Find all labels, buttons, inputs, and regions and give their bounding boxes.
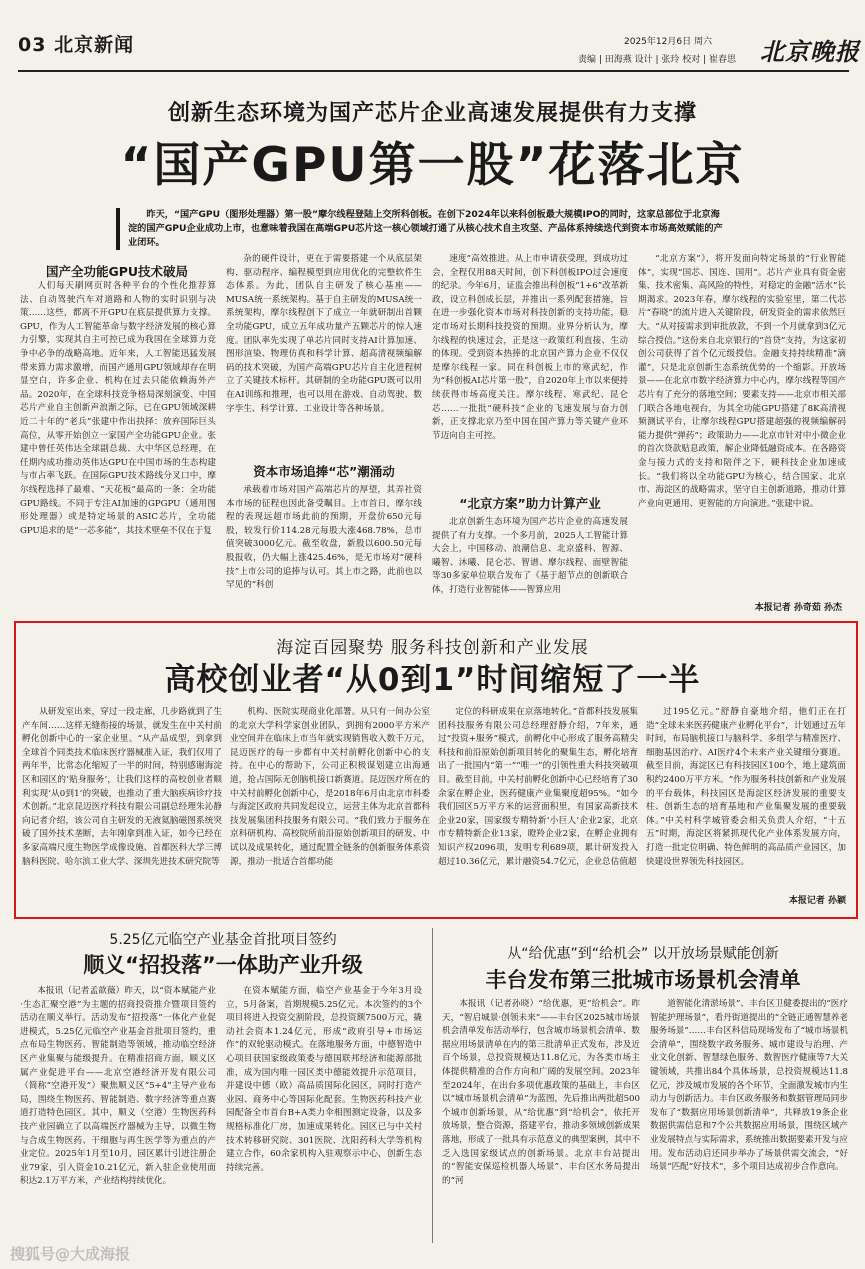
issue-date: 2025年12月6日: [624, 37, 692, 47]
watermark: 搜狐号@大成海报: [10, 1245, 131, 1263]
top-byline: 本报记者 孙奇茹 孙杰: [754, 603, 842, 613]
top-subhead-3: “北京方案”助力计算产业: [459, 496, 601, 511]
feature-column-1: [22, 706, 222, 910]
feature-column-4: [646, 706, 846, 892]
bottom-left-kicker: 5.25亿元临空产业基金首批项目签约: [109, 932, 337, 948]
feature-byline: 本报记者 孙颖: [788, 896, 846, 906]
bottom-right-column-2: [650, 998, 848, 1241]
top-lead: 昨天，“国产GPU（图形处理器）第一股”摩尔线程登陆上交所科创板。在创下2024年以来科创板最大规模IPO的同时，这家总部位于北京海淀的国产GPU企业成功上市，也意味着我国在高端GPU芯片这一核心领域打通了从核心技术自主攻坚、产品体系持续迭代到资本市场高效赋能的产业闭环。: [128, 209, 723, 248]
top-column-2-text: 杂的硬件设计，更在于需要搭建一个从底层架构、驱动程序、编程模型到应用优化的完整软件生态体系。为此，团队自主研发了核心基座——MUSA统一系统架构。基于自主研发的MUSA统一系统架构，摩尔线程创下了成立一年就研制出首颗全功能GPU，成立五年成功量产五颗芯片的惊人速度。团队率先实现了单芯片同时支持AI计算加速、图形渲染、物理仿真和科学计算、超高清视频编解码的技术突破，为国产高端GPU芯片自主化进程树立了关键技术标杆。其研制的全功能GPU既可以用在AI训练和推理，也可以用在游戏、自动驾驶、数字孪生、科学计算、工业设计等各种场景。: [226, 254, 422, 414]
top-column-3b-text: 北京创新生态环境为国产芯片企业的高速发展提供了有力支撑。一个多月前，2025人工智能计算大会上，中国移动、浪潮信息、北京盛科、智源、曦智、沐曦、昆仑芯、智谱、摩尔线程、面壁智能等30多家单位联合发布了《基于超节点的创新联合体，打造行业智能体——智算应用: [432, 517, 628, 595]
date-line: [624, 34, 712, 47]
top-headline: “国产GPU第一股”花落北京: [120, 138, 745, 193]
top-column-2b-text: 承载着市场对国产高端芯片的厚望，其弄社资本市场的征程也因此备受瞩目。上市首日，摩尔线程的表现远超市场此前的预期，开盘价650元每股，较发行价114.28元每股大涨468.78%，总市值突破3000亿元。截至收盘，新股以600.50元每股报收，仍大幅上涨425.46%，是无市场对“硬科技”上市公司的追捧与认可。其上市之路，此前也以罕见的“科创: [226, 485, 422, 591]
top-column-4: [638, 253, 846, 599]
top-column-3b: [432, 516, 628, 613]
top-column-3-text: 速度”高效推进。从上市申请获受理，到成功过会，全程仅用88天时间，创下科创板IPO过会速度的纪录。今年6月，证监会推出科创板“1+6”改革新政，设立科创成长层，并推出一系列配套措施，旨在进一步强化资本市场对科技创新的支持功能，稳定市场对长期科技投资的预期。业界分析认为，摩尔线程的快速过会，正是这一政策红利直接、生动的体现。受到资本热捧的北京国产算力企业不仅仅是摩尔线程一家。同在科创板上市的寒武纪，作为“科创板AI芯片第一股”，自2020年上市以来便持续获得市场高度关注。摩尔线程、寒武纪、昆仑芯……一批批“硬科技”企业的飞速发展与奋力创新，正支撑北京乃至中国在国产算力等关键产业环节迈向自主可控。: [432, 254, 628, 441]
bottom-left-headline: 顺义“招投落”一体助产业升级: [83, 953, 363, 977]
bottom-left-column-1: [20, 985, 216, 1241]
top-subhead-1: 国产全功能GPU技术破局: [45, 264, 189, 279]
bottom-left-column-2: [226, 985, 422, 1241]
page-label: [18, 30, 134, 57]
bottom-left-column-2-text: 在资本赋能方面，临空产业基金于今年3月设立，5月备案，首期规模5.25亿元。本次签约的3个项目将进入投资交割阶段，总投资额7500万元，撬动社会资本1.24亿元，形成“政府引导+市场运作”的双轮驱动模式。在落地服务方面，中德智造中心项目获国家级政策委与德国联邦经济和能源部批准，成为国内唯一园区类中德能效提升示范项目，并建设中德（欧）高品质国际化园区，同时打造产业园、商务中心等国际化配套。生物医药科技产业园配备全市首台B+A类力伞相图测定设备，以及多规格标准化厂房，加速成果转化。园区已与中关村技术转移研究院、301医院、沈阳药科大学等机构建立合作，60余家机构入驻观察示中心，创新生态持续完善。: [226, 986, 422, 1173]
lead-bar: [116, 208, 120, 250]
feature-column-3-text: 定位的科研成果在京落地转化。”首都科技发展集团科技服务有限公司总经理舒静介绍，7年来，通过“投资+服务”模式，前孵化中心形成了服务高精尖科技和前沿原始创新项目转化的聚集生态，孵化培育出了一批国内“第一”“唯一”的引领性重大科技突破项目。截至目前，中关村前孵化创新中心已经培育了30余家在孵企业，医药健康产业集聚度超95%。“如今我们园区5万平方米的运营面积里，有国家高新技术企业20家，国家级专精特新‘小巨人’企业2家，北京市专精特新企业13家，瞪羚企业2家，在孵企业拥有知识产权2096项，发明专利689项，累计研发投入超过10.36亿元，累计融资54.7亿元，企业总估值超: [438, 707, 638, 867]
feature-column-2: [230, 706, 430, 910]
header-rule: [18, 70, 849, 72]
bottom-right-column-1: [442, 998, 640, 1241]
top-column-4-text: “北京方案”》，将开发面向特定场景的“行业智能体”，实现“国芯、国连、国用”。芯片产业具有资金密集、技术密集、高风险的特性，对稳定的金融“活水”长期渴求。2023年春，摩尔线程的实验室里，第二代芯片“春晓”的流片进入关键阶段，研发资金的需求依然巨大。“从对接需求到审批放款，不到一个月就拿到3亿元综合授信。”这份来自北京银行的“首贷”支持，为这家初创公司获得了首个亿元级授信。金融支持持续精准“滴灌”，只是北京创新生态系统优势的一个缩影。开放场景——在北京市数字经济算力中心内，摩尔线程等国产芯片有了充分的落地空间；要素支持——北京市相关部门联合各地电视台，为其全功能GPU搭建了8K高清视频测试平台，让摩尔线程GPU搭建超强的视频编解码能力提供“弹药”；政策助力——北京市针对中小微企业的首次贷款贴息政策，解企业降低融资成本。在各路资金与接力式的支持和陪伴之下，硬科技企业加速成长。“我们将以全功能GPU为核心，结合国家、北京市、海淀区的战略需求，坚守自主创新道路，推动计算产业向更通用、更智能的方向演进。”张建中说。: [638, 254, 846, 509]
issue-weekday: 周六: [693, 37, 712, 47]
bottom-divider: [432, 928, 433, 1243]
bottom-left-column-1-text: 本报讯（记者孟歆薇）昨天，以“资本赋能产业·生态汇聚空港”为主题的招商投资推介暨项目签约活动在顺义举行。活动发布“招投落”一体化产业促进模式，5.25亿元临空产业基金首批项目签约，重点布局生物医药、智能制造等领域，推动临空经济区产业集聚与能级提升。在精准招商方面，顺义区属产业促进平台——北京空港经济开发有限公司（简称“空港开发”）聚焦顺义区“5+4”主导产业布局，围绕生物医药、智能制造、数字经济等重点赛道打造特色园区。其中，顺义（空港）生物医药科技产业园确立了以高端医疗器械为主导，以微生物与合成生物医药、干细胞与再生医学等为重点的产业定位。2025年1月至10月，园区累计引进注册企业79家，引入资金10.21亿元，新入驻企业使用面积达2.1万平方米，产业结构持续优化。: [20, 986, 216, 1187]
page-number: 03: [18, 34, 47, 56]
top-column-2: [226, 253, 422, 453]
bottom-right-column-1-text: 本报讯（记者孙晓）“给优惠，更“给机会”。昨天，“智启城景·创领未来”——丰台区2025城市场景机会清单发布活动举行，包含城市场景机会清单、数据应用场景清单在内的第三批清单正式发布，涉及近百个场景，总投资规模达11.8亿元，为各类市场主体提供精准的合作方向和广阔的发展空间。2023年至2024年，在出台多项优惠政策的基础上，丰台区以“城市场景机会清单”为蓝图，先后推出两批超500个城市创新场景，从“给优惠”到“给机会”，依托开放场景，整合资源，搭建平台，推动多领域创新成果落地，形成了一批具有示范意义的典型案例，其中不乏入选国家级试点的创新场景。北京丰台站提出的“智能安保巡检机器人场景”、丰台区水务局提出的“河: [442, 999, 640, 1186]
feature-column-4-text: 过195亿元。”舒静自豪地介绍，他们正在打造“全球未来医药健康产业孵化平台”，计划通过五年时间，布局脑机接口与脑科学、多组学与精准医疗、细胞基因治疗、AI医疗4个未来产业关键细分赛道。截至目前，海淀区已有科技园区100个，地上建筑面积约2400万平方米。“作为服务科技创新和产业发展的平台载体，科技园区是海淀区经济发展的重要支柱、创新生态的培育基地和产业集聚发展的重要载体。”中关村科学城管委会相关负责人介绍，“十五五”时期，海淀区将紧抓现代化产业体系发展方向，打造一批定位明确、特色鲜明的高品质产业园区，加快建设世界领先科技园区。: [646, 707, 846, 867]
section-name: 北京新闻: [54, 34, 135, 56]
feature-column-3: [438, 706, 638, 910]
newspaper-logo: 北京晚报: [760, 37, 860, 66]
top-kicker: 创新生态环境为国产芯片企业高速发展提供有力支撑: [167, 101, 697, 126]
masthead: [0, 0, 865, 78]
bottom-right-kicker: 从“给优惠”到“给机会” 以开放场景赋能创新: [507, 946, 779, 962]
feature-column-2-text: 机构、医院实现商业化部署。从只有一间办公室的北京大学科学家创业团队，到拥有2000平方米产业空间并在临床上市当年就实现销售收入数千万元，昆迈医疗的每一步都有中关村前孵化创新中心的支持。在中心的帮助下，公司正积极谋划建立出海通道，抢占国际无创脑机接口新赛道。昆迈医疗所在的中关村前孵化创新中心，是2018年6月由北京市科委与海淀区政府共同发起设立，运营主体为北京首都科技发展集团科技服务有限公司。“我们致力于服务在京科研机构、高校院所前沿原始创新项目的研发、中试以及成果转化，通过配置全链条的创新服务体系资源，推动一批适合首都功能: [230, 707, 430, 867]
credits-line: 责编 | 田海燕 设计 | 张玲 校对 | 崔春思: [578, 55, 736, 65]
bottom-right-headline: 丰台发布第三批城市场景机会清单: [485, 968, 801, 992]
top-column-2b: [226, 484, 422, 613]
top-subhead-2: 资本市场追捧“芯”潮涌动: [253, 464, 395, 479]
feature-headline: 高校创业者“从0到1”时间缩短了一半: [164, 662, 701, 698]
top-column-1: [20, 280, 216, 613]
feature-column-1-text: 从研发室出来，穿过一段走廊，几步路就到了生产车间……这样无缝衔接的场景，就发生在中关村前孵化创新中心的一家企业里。“从产品成型，到拿到全球首个同类技术临床医疗器械准入证，我们仅用了两年半，比常态化缩短了一半的时间，特别感谢海淀区和园区的‘贴身服务’，让我们这样的高校创业者顺利实现‘从0到1’的突破，也推动了重大脑疾病诊疗技术创新。”北京昆迈医疗科技有限公司副总经理朱沁静向记者介绍，该公司自主研发的无液氦脑磁图系统突破了国外技术垄断，去年刚拿到准入证，如今已经在多家高端尺度生物医学成像设施、首都医科大学三博脑科医院、哈尔滨工业大学、深圳先进技术研究院等: [22, 707, 222, 867]
top-column-1-text: 人们每天刷网页时各种平台的个性化推荐算法、自动驾驶汽车对道路和人物的实时识别与决策……这些，都离不开GPU在底层提供算力支撑。GPU，作为人工智能革命与数字经济发展的核心算力引擎，实现其自主可控已成为我国在全球算力竞争中必争的战略高地。近年来，人工智能迅猛发展带来算力需求激增，而国产通用GPU领域却存在明显空白，许多企业、机构在过去只能依赖海外产品。2020年，在全球科技竞争格局深刻演变、中国芯片产业自主创新声浪渐之际，已在GPU领域深耕近二十年的“老兵”张建中作出抉择：放弃国际巨头高位，从零开始创立一家国产全功能GPU企业。张建中曾任英伟达全球副总裁、大中华区总经理，在任期内成功推动英伟达GPU在中国市场的生态构建与市占率飞跃。在国际GPU技术路线分叉口中，摩尔线程选择了最难、“天花板”最高的一条：全功能GPU路线。不同于专注AI加速的GPGPU（通用图形处理器）或是特定场景的ASIC芯片，全功能GPU追求的是“一芯多能”，其技术壁垒不仅在于复: [20, 281, 216, 536]
top-column-3: [432, 253, 628, 490]
bottom-right-column-2-text: 道智能化清淤场景”、丰台区卫健委提出的“医疗智能护理场景”，看丹街道提出的“全链正通智慧养老服务场景”……丰台区科信局现场发布了“城市场景机会清单”，围绕数字政务服务、城市建设与治理、产业文化创新、智慧绿色服务、数智医疗健康等7大关键领域，共推出84个具体场景，总投资规模达11.8亿元，涉及城市发展的各个环节，全面激发城市内生动力与创新活力。丰台区政务服务和数据管理局同步发布了“数据应用场景创新清单”，共释放19条企业数据供需信息和7个公共数据应用场景，围绕区域产业发展特点与实际需求，系统推出数据要素开发与应用。发布活动启还同步举办了场景供需交流会，“好场景”匹配“好技术”，多个项目达成初步合作意向。: [650, 999, 848, 1173]
feature-kicker: 海淀百园聚势 服务科技创新和产业发展: [276, 638, 589, 658]
